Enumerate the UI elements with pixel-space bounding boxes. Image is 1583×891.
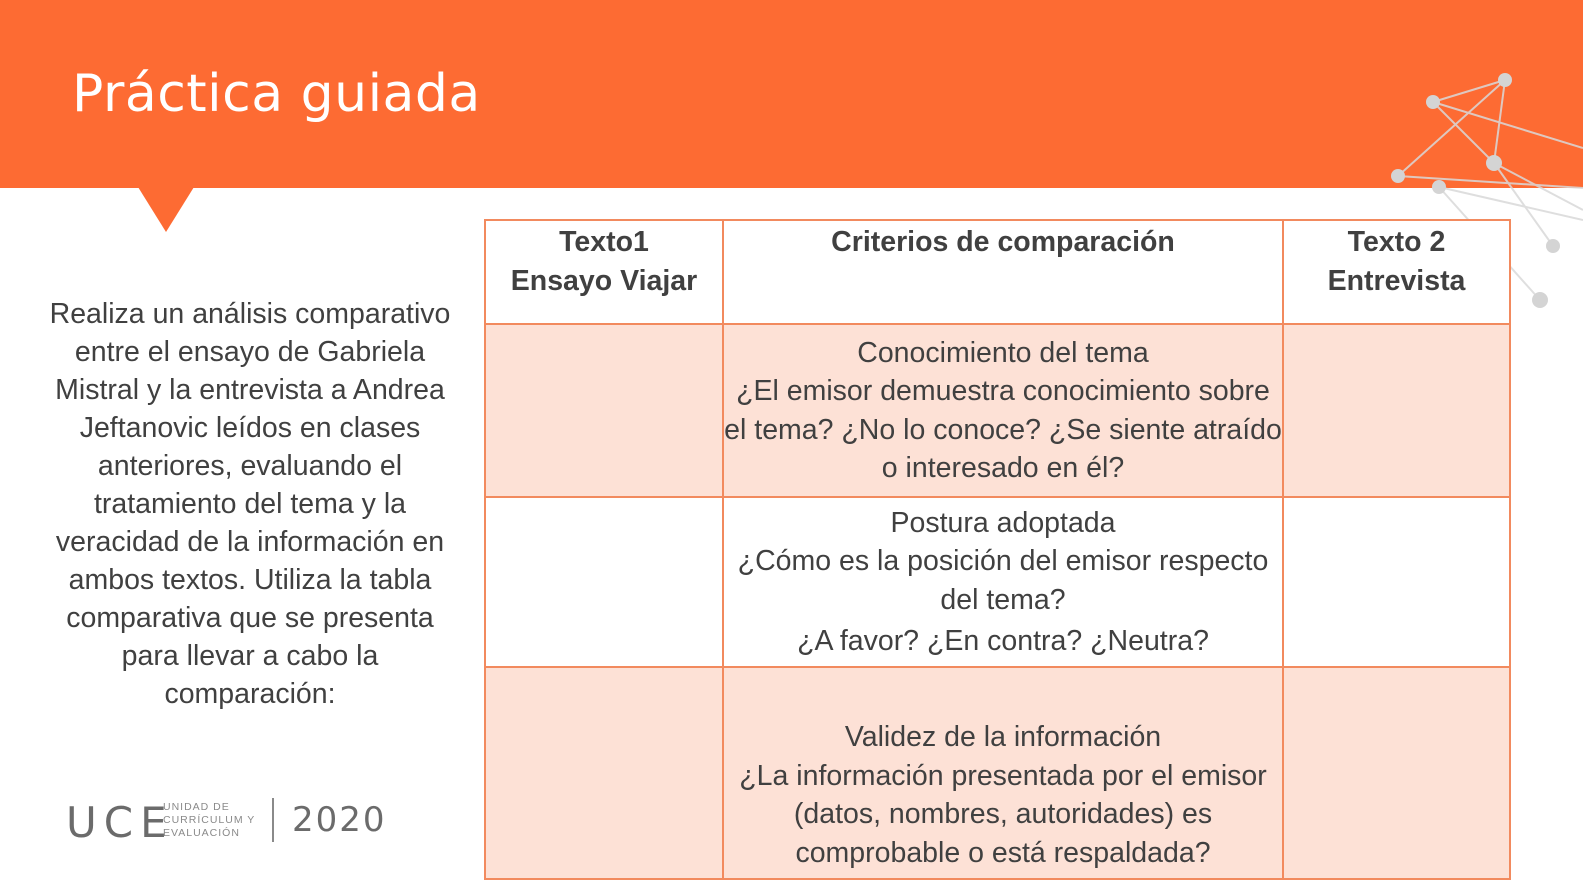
header-criterios: Criterios de comparación [723, 220, 1283, 324]
criterion-cell [723, 324, 1283, 497]
header-texto2-line1: Texto 2 [1347, 226, 1446, 258]
header-texto1-line2: Ensayo Viajar [510, 264, 698, 297]
logo-year: 2020 [292, 800, 387, 840]
texto1-cell[interactable] [485, 667, 723, 879]
header-texto2-line2: Entrevista [1327, 264, 1466, 297]
criterion-question: ¿El emisor demuestra conocimiento sobre el tema? ¿No lo conoce? ¿Se siente atraído o interesado en él? [724, 375, 1282, 484]
texto1-cell[interactable] [485, 497, 723, 667]
slide-title: Práctica guiada [72, 64, 481, 124]
criterion-heading: Postura adoptada [890, 506, 1116, 539]
header-texto2 [1283, 220, 1510, 324]
texto2-cell[interactable] [1283, 497, 1510, 667]
logo-divider [272, 798, 274, 842]
table-row [485, 667, 1510, 879]
criterion-cell [723, 497, 1283, 667]
texto1-cell[interactable] [485, 324, 723, 497]
logo-acronym: UCE [66, 798, 174, 847]
header-texto1-line1: Texto1 [559, 226, 649, 258]
criterion-heading: Conocimiento del tema [857, 336, 1149, 369]
header-notch [138, 187, 194, 232]
logo-subtitle [163, 801, 273, 840]
comparison-table [484, 219, 1511, 880]
criterion-question: ¿La información presentada por el emisor (datos, nombres, autoridades) es comprobable o está respaldada? [739, 759, 1267, 869]
criterion-heading: Validez de la información [844, 721, 1162, 753]
criterion-cell [723, 667, 1283, 879]
table-row [485, 497, 1510, 667]
uce-logo [66, 796, 396, 847]
criterion-question-options: ¿A favor? ¿En contra? ¿Neutra? [797, 625, 1209, 657]
table-header-row [485, 220, 1510, 324]
logo-subtitle-line3: EVALUACIÓN [163, 827, 240, 839]
criterion-question: ¿Cómo es la posición del emisor respecto del tema? [737, 545, 1269, 616]
logo-subtitle-line2: CURRÍCULUM Y [163, 814, 256, 826]
logo-subtitle-line1: UNIDAD DE [163, 801, 230, 813]
texto2-cell[interactable] [1283, 667, 1510, 879]
instructions-text: Realiza un análisis comparativo entre el ensayo de Gabriela Mistral y la entrevista a Andrea Jeftanovic leídos en clases anteriores, evaluando el tratamiento del tema y la veracidad de la información en ambos textos. Utiliza la tabla comparativa que se presenta para llevar a cabo la comparación: [49, 298, 451, 710]
header-texto1 [485, 220, 723, 324]
texto2-cell[interactable] [1283, 324, 1510, 497]
table-row [485, 324, 1510, 497]
